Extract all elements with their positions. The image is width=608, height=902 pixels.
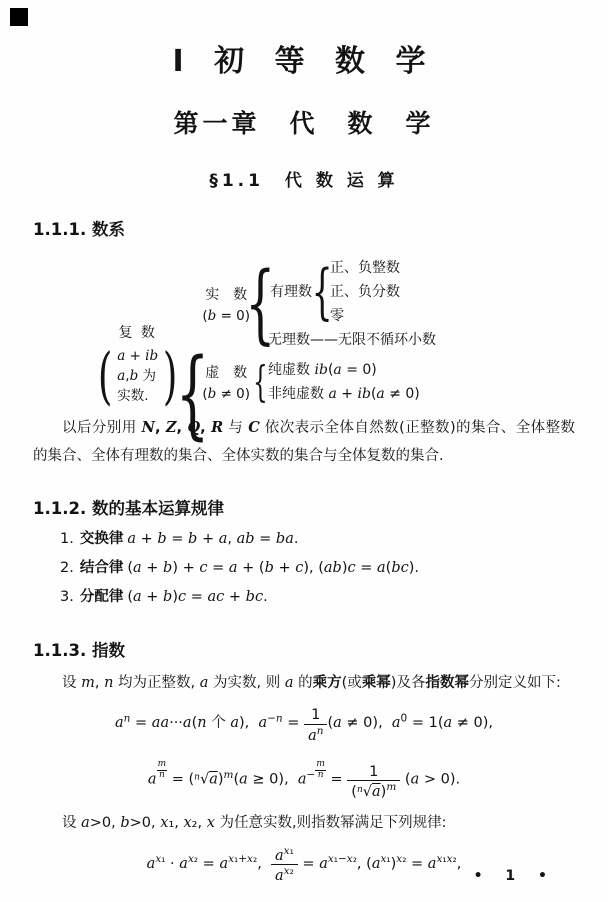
- number-system-diagram: [93, 256, 575, 406]
- exponent-formula-3: $a^{x_1} \cdot a^{x_2} = a^{x_1+x_2}$, $\frac{a^{x_1}}{a^{x_2}}$ = $a^{x_1-x_2}$, $(a^{x_1})^{x_2} = a^{x_1x_2}$,: [146, 844, 462, 885]
- complex-note-lines: [117, 346, 158, 406]
- laws-list: [60, 525, 575, 612]
- open-paren: [93, 364, 117, 388]
- exponent-formula-1: $a^n = aa\cdot\cdot\cdot a(n$ 个 a), $a^{-n}$ = $\frac{1}{a^n}$ (a ≠ 0), $a^0 = 1(a \ne 0)$,: [115, 707, 493, 744]
- real-number-branch: [200, 256, 436, 352]
- rational-branch: [268, 256, 436, 328]
- imaginary-item: 非纯虚数 a + ib(a ≠ 0): [268, 386, 420, 402]
- part-title: I 初 等 数 学: [172, 44, 436, 79]
- subsection-1-1-1-heading: 1.1.1. 数系: [33, 220, 125, 239]
- rational-item: 正、负整数: [330, 260, 401, 276]
- real-number-label-block: [202, 283, 250, 325]
- law-name: 分配律: [79, 589, 124, 605]
- complex-number-node: [93, 321, 182, 406]
- exponent-intro-paragraph: 设 m, n 均为正整数, a 为实数, 则 a 的乘方(或乘幂)及各指数幂分别定义如下:: [62, 675, 561, 691]
- exponent-formula-2: a $^{\frac{m}{n}}$ = $(^n√a)^m(a \ge 0)$, $a^{- \frac{m}{n}}$ = $\frac{1}{(^n√a)^m}$ (a > 0).: [147, 759, 461, 801]
- law-row: [60, 583, 575, 612]
- law-name: 交换律: [79, 531, 124, 547]
- law-row: [60, 554, 575, 583]
- imaginary-item: 纯虚数 ib(a = 0): [268, 362, 377, 378]
- subsection-1-1-2-heading: 1.1.2. 数的基本运算规律: [33, 499, 224, 518]
- diagram-branches: [200, 256, 436, 406]
- chapter-title: 第一章 代 数 学: [173, 109, 435, 138]
- page-number: • 1 •: [473, 868, 556, 884]
- rational-item: 零: [330, 308, 345, 324]
- real-number-label: 实 数: [205, 287, 248, 303]
- complex-note-line: a + ib: [117, 348, 159, 364]
- real-number-condition: (b = 0): [202, 308, 251, 324]
- scan-corner-mark: [10, 8, 28, 26]
- subsection-1-1-3-heading: 1.1.3. 指数: [33, 641, 125, 660]
- rational-item: 正、负分数: [330, 284, 401, 300]
- exponent-rules-paragraph: 设 a>0, b>0, x₁, x₂, x 为任意实数,则指数幂满足下列规律:: [62, 814, 447, 831]
- rational-brace: [314, 280, 330, 304]
- section-title: §1.1 代 数 运 算: [209, 171, 399, 191]
- law-number: 1.: [60, 531, 74, 547]
- law-number: 2.: [60, 560, 74, 576]
- law-row: [60, 525, 575, 554]
- complex-note-line: a,b 为: [117, 368, 157, 384]
- complex-note-line: 实数.: [117, 388, 149, 404]
- complex-number-note: [93, 346, 182, 406]
- law-name: 结合律: [79, 560, 124, 576]
- number-sets-paragraph: 以后分别用 N, Z, Q, R 与 C 依次表示全体自然数(正整数)的集合、全体整数的集合、全体有理数的集合、全体实数的集合与全体复数的集合.: [33, 419, 576, 464]
- complex-number-label: 复 数: [118, 325, 157, 341]
- imaginary-number-condition: (b ≠ 0): [202, 386, 251, 402]
- real-brace: [252, 292, 268, 316]
- law-number: 3.: [60, 589, 74, 605]
- imaginary-brace: [252, 370, 268, 394]
- rational-label: 有理数: [270, 284, 313, 300]
- imaginary-number-label: 虚 数: [205, 365, 248, 381]
- irrational-item: 无理数——无限不循环小数: [268, 332, 437, 348]
- imaginary-number-branch: [200, 358, 436, 406]
- law-formula: a + b = b + a, ab = ba.: [127, 531, 299, 547]
- imaginary-label-block: [202, 361, 250, 403]
- main-brace: [184, 382, 200, 406]
- law-formula: (a + b) + c = a + (b + c), (ab)c = a(bc).: [127, 560, 420, 576]
- law-formula: (a + b)c = ac + bc.: [127, 589, 268, 605]
